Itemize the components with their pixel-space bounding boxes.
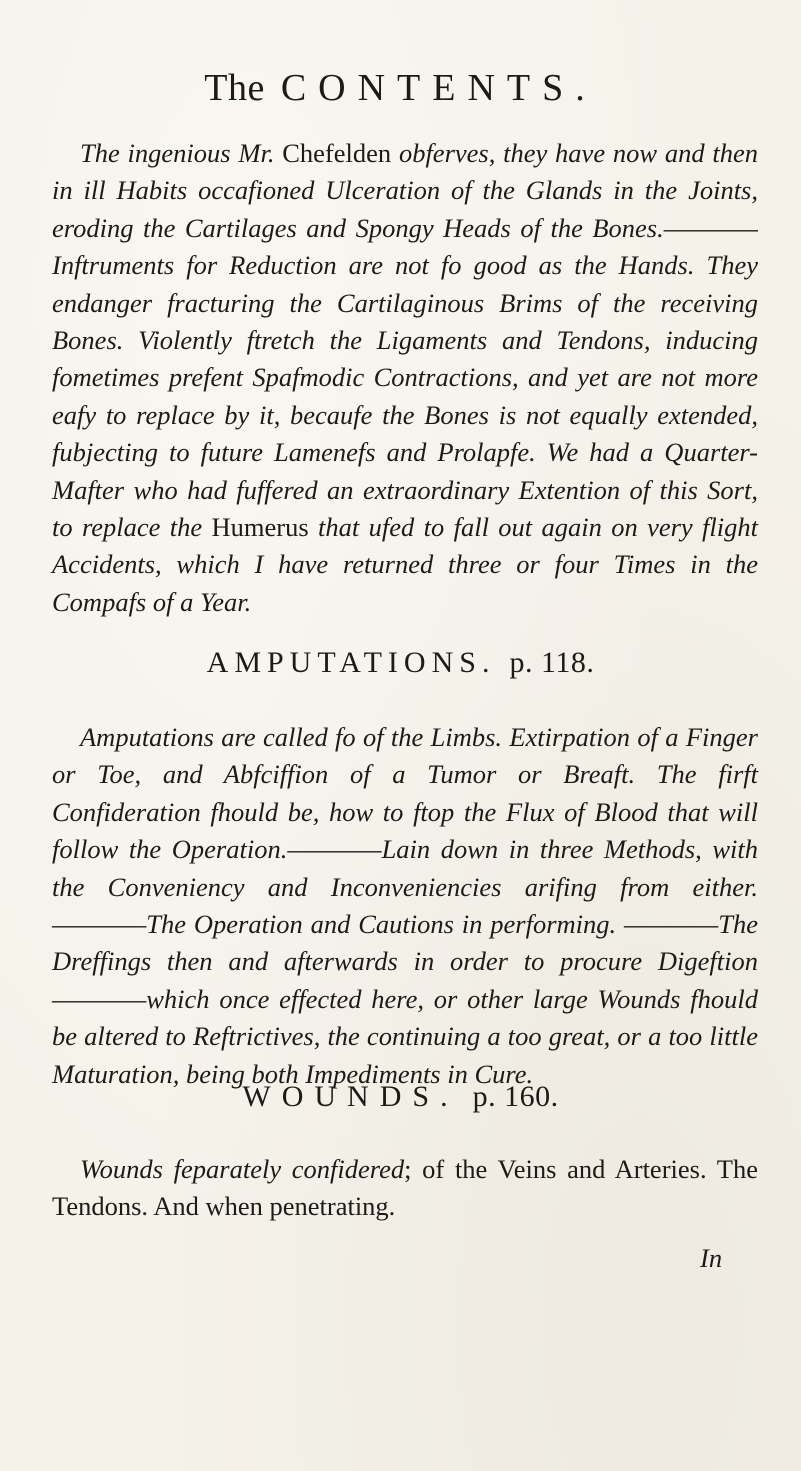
paragraph-amputations	[52, 719, 758, 1093]
section-heading-wounds	[0, 1080, 801, 1114]
paragraph-text: The ingenious Mr.	[80, 138, 283, 168]
section-page-ref: p. 160.	[472, 1080, 559, 1113]
paragraph-text: obferves, they have now and then in ill Habits occafioned Ulceration of the Glands in the Joints, eroding the Cartilages and Spongy Heads of the Bones.————Inftruments for Reduction are not fo good as the Hands. They endanger fracturing the Cartilaginous Brims of the receiving Bones. Violently ftretch the Ligaments and Tendons, inducing fometimes prefent Spafmodic Contractions, and yet are not more eafy to replace by it, becaufe the Bones is not equally extended, fubjecting to future Lamenefs and Prolapfe. We had a Quarter-Mafter who had fuffered an extraordinary Extention of this Sort, to replace the	[52, 138, 759, 543]
bone-name: Humerus	[211, 512, 309, 543]
header-title: CONTENTS.	[280, 67, 597, 109]
header-prefix: The	[204, 67, 265, 109]
section-title: WOUNDS.	[242, 1080, 459, 1113]
catchword: In	[700, 1243, 723, 1273]
section-heading-amputations	[0, 646, 801, 680]
author-name: Chefelden	[282, 138, 392, 168]
section-title: AMPUTATIONS.	[206, 646, 496, 679]
paragraph-dislocations	[52, 135, 758, 621]
paragraph-text: Amputations are called fo of the Limbs. Extirpation of a Finger or Toe, and Abfciffion of a Tumor or Breaft. The firft Confideration fhould be, how to ftop the Flux of Blood that will follow the Operation.————Lain down in three Methods, with the Conveniency and Inconveniencies arifing from either. ————The Operation and Cautions in performing. ————The Dreffings then and afterwards in order to procure Digeftion————which once effected here, or other large Wounds fhould be altered to Reftrictives, the continuing a too great, or a too little Maturation, being both Impediments in Cure.	[52, 722, 758, 1089]
section-page-ref: p. 118.	[509, 646, 595, 679]
paragraph-text: ; of the Veins and Arteries. The Tendons. And when penetrating.	[52, 1154, 758, 1222]
paragraph-text: Wounds feparately confidered	[80, 1154, 405, 1184]
paragraph-text: that ufed to fall out again on very flight Accidents, which I have returned three or four Times in the Compafs of a Year.	[52, 512, 758, 617]
running-header	[0, 66, 801, 110]
paragraph-wounds	[52, 1151, 758, 1226]
